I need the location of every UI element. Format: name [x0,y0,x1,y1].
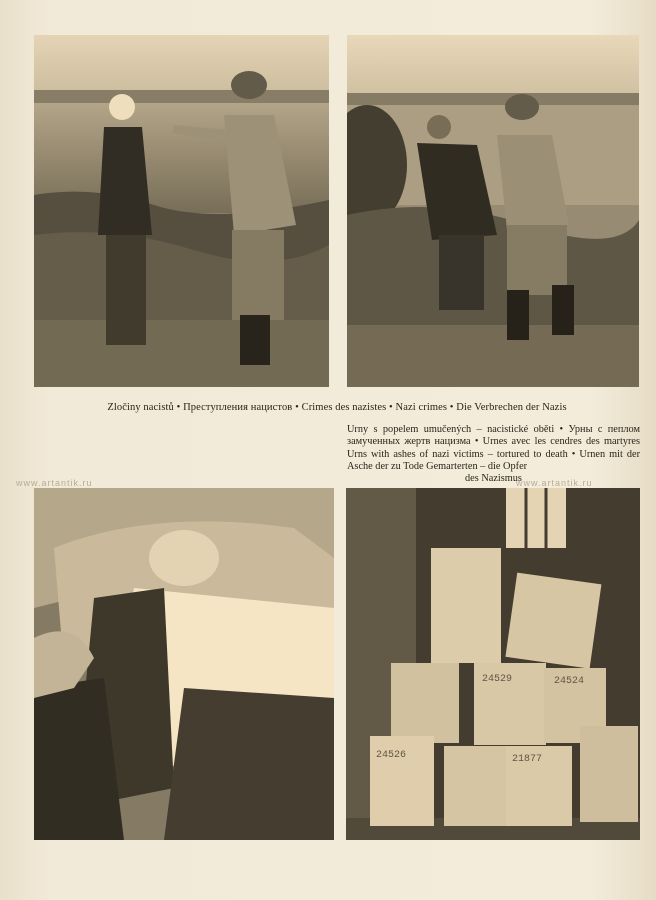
caption-nazi-crimes: Zločiny nacistů • Преступления нацистов • Crimes des nazistes • Nazi crimes • Die Verbrechen der Nazis [107,402,567,413]
photo-execution-left [34,35,329,387]
caption-urns-line-3: martyres Urns with ashes of nazi victims – tortured to death • [347,436,640,460]
photo-urns-image [346,488,640,840]
urn-label-3: 21877 [512,754,543,765]
urn-label-1: 24526 [376,750,407,761]
urn-label-2: 24524 [554,676,585,687]
photo-execution-left-image [34,35,329,387]
caption-urns-line-2: замученных жертв нацизма • Urnes avec les cendres des [347,436,600,448]
caption-urns-line-1: Urny s popelem umučených – nacistické oběti • Урны с пеплом [347,424,640,435]
watermark-right: www.artantik.ru [516,478,593,488]
photo-execution-right [347,35,639,387]
watermark-left: www.artantik.ru [16,478,93,488]
photo-execution-right-image [347,35,639,387]
photo-victims [34,488,334,840]
caption-urns-line-4: Urnen mit der Asche der zu Tode Gemarterten – die Opfer [347,448,641,472]
photo-victims-image [34,488,334,840]
caption-urns [347,424,640,485]
caption-urns-line-5: des Nazismus [465,473,522,485]
urn-label-4: 24529 [482,674,513,685]
photo-urns [346,488,640,840]
